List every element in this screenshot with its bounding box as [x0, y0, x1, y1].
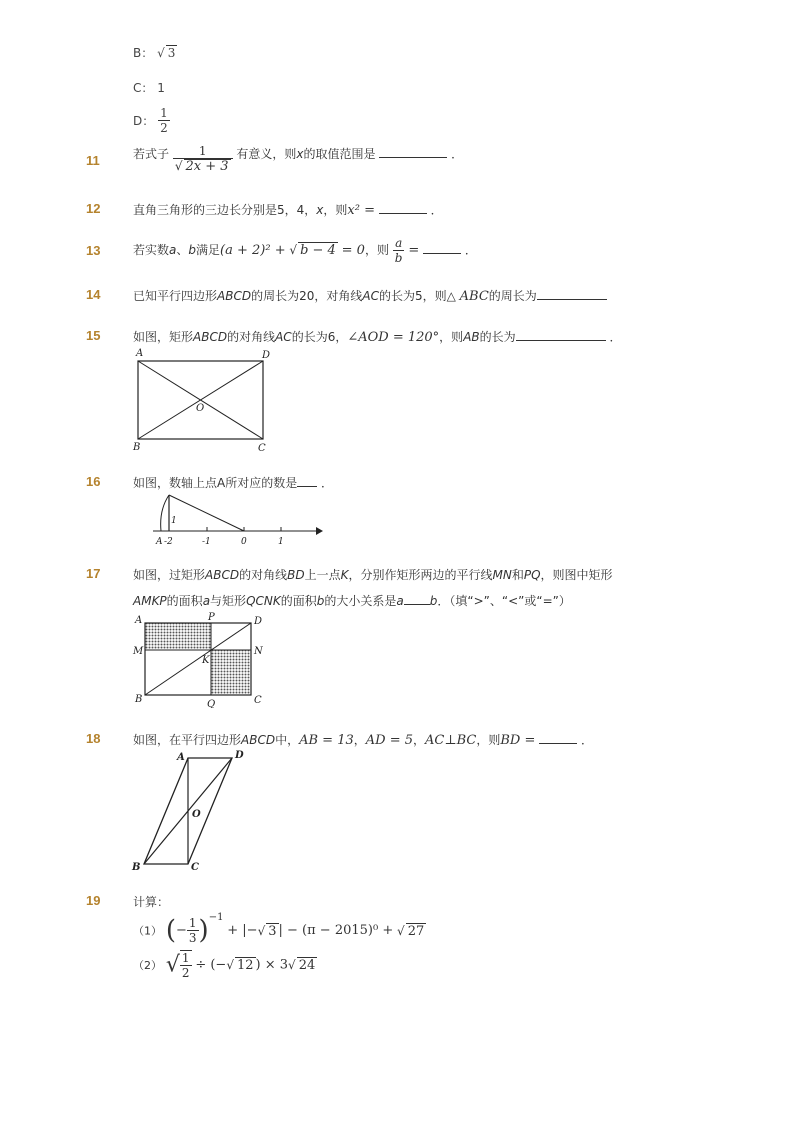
q12-text-1: 直角三角形的三边长分别是5，4，	[133, 203, 317, 217]
q15-label-d: D	[262, 350, 271, 361]
q19-p2-radicand-2: 24	[298, 958, 316, 973]
q17-text-3: 上一点	[304, 568, 341, 582]
q13-text-2: 满足	[196, 243, 221, 257]
q11-denominator: √ 2x + 3	[174, 159, 229, 174]
q19-p1-paren-open: (	[165, 915, 176, 946]
option-c-label: C：	[133, 81, 154, 95]
q13-sqrt: √ b − 4	[289, 243, 336, 258]
q16-label-minus1: -1	[202, 537, 211, 547]
option-d-label: D：	[133, 114, 155, 128]
q15-text-3: 的长为6，	[291, 330, 348, 344]
question-number-16: 16	[86, 474, 101, 489]
q18-label-a: A	[177, 752, 185, 763]
q18-text-3: ，则	[476, 733, 501, 747]
q19-p2-denominator: 2	[181, 966, 190, 980]
q11-text-2: 有意义，则	[236, 147, 297, 161]
q17-rectangle-figure	[130, 610, 270, 708]
q14-text-2: 的周长为20，对角线	[251, 289, 363, 303]
q19-p2-expr-1: ÷ (−	[195, 957, 227, 973]
q11-text-1: 若式子	[133, 147, 170, 161]
q19-p2-expr-2: ) × 3	[255, 957, 289, 973]
q16-end: ．	[321, 476, 334, 490]
q19-p1-radicand-1: 3	[268, 923, 277, 939]
option-d	[133, 106, 170, 135]
q19-p2-sqrt24: √ 24	[288, 958, 316, 973]
q17-text-5: 和	[511, 568, 524, 582]
q15-answer-blank[interactable]	[516, 330, 606, 341]
q19-p2-radicand-1: 12	[236, 958, 254, 973]
question-15	[133, 328, 622, 345]
q19-p1-minus: −	[175, 923, 187, 938]
q18-answer-blank[interactable]	[539, 733, 577, 744]
q17-l2-text-1: 的面积	[166, 594, 203, 608]
q17-shaded-qcnk	[211, 650, 251, 695]
question-19	[133, 893, 169, 910]
q19-p1-expr-1: + |−	[227, 923, 258, 938]
q14-abc: ABC	[459, 289, 489, 304]
q15-expression: ∠AOD = 120°	[347, 330, 440, 345]
q14-text-4: 的周长为	[488, 289, 537, 303]
q17-label-a: A	[135, 615, 143, 626]
q14-answer-blank[interactable]	[537, 289, 607, 300]
q19-text-1: 计算：	[133, 895, 170, 909]
question-number-18: 18	[86, 731, 101, 746]
q16-arc	[161, 495, 169, 531]
q17-label-q: Q	[207, 699, 216, 708]
q19-p1-radicand-2: 27	[407, 923, 425, 939]
question-number-17: 17	[86, 566, 101, 581]
q17-text-6: ，则图中矩形	[540, 568, 613, 582]
q12-answer-blank[interactable]	[379, 203, 427, 214]
q13-denominator: b	[394, 251, 403, 265]
question-13	[133, 236, 477, 265]
q19-p1-sqrt3: √ 3	[257, 923, 277, 939]
q18-label-b: B	[132, 862, 141, 873]
question-11	[133, 144, 463, 174]
q15-ab: AB	[463, 330, 480, 344]
q16-label-minus2: -2	[164, 537, 173, 547]
option-b	[133, 44, 177, 61]
q15-text-5: 的长为	[479, 330, 516, 344]
q18-expr-bd: BD =	[500, 733, 536, 748]
q14-text-1: 已知平行四边形	[133, 289, 218, 303]
q16-hypotenuse	[169, 495, 244, 531]
q14-text-3: 的长为5，则△	[378, 289, 456, 303]
q13-expression-1: (a + 2)² +	[220, 243, 286, 258]
option-b-value: 3	[167, 46, 176, 60]
q18-label-d: D	[235, 750, 244, 761]
question-number-12: 12	[86, 201, 101, 216]
q19-part-1-label: （1）	[133, 924, 162, 938]
q13-fraction	[393, 236, 405, 265]
q14-abcd: ABCD	[217, 289, 252, 303]
q19-part-2	[133, 950, 317, 980]
q19-p1-denominator: 3	[188, 931, 197, 945]
q17-label-c: C	[254, 695, 262, 706]
q18-parallelogram-figure	[128, 746, 258, 874]
q19-p2-big-sqrt: √	[165, 952, 180, 978]
q17-text-4: ，分别作矩形两边的平行线	[348, 568, 493, 582]
q11-fraction	[173, 144, 233, 174]
q11-text-3: 的取值范围是	[303, 147, 376, 161]
q18-sep-1: ，	[353, 733, 366, 747]
q11-radicand: 2x + 3	[185, 159, 229, 174]
q15-abcd: ABCD	[193, 330, 228, 344]
q17-label-b: B	[135, 694, 143, 705]
option-d-fraction	[158, 106, 170, 135]
q18-end: ．	[581, 733, 594, 747]
q17-l2-text-4: 的大小关系是	[324, 594, 397, 608]
q17-label-n: N	[254, 646, 263, 657]
q13-var-a: a	[169, 243, 177, 257]
q13-numerator: a	[393, 236, 405, 251]
q19-part-2-label: （2）	[133, 959, 162, 972]
question-14	[133, 287, 607, 304]
q19-p1-fraction	[187, 916, 199, 945]
q17-var-b2: b	[429, 594, 438, 608]
question-number-13: 13	[86, 243, 101, 258]
q15-text-1: 如图，矩形	[133, 330, 194, 344]
q17-text-1: 如图，过矩形	[133, 568, 206, 582]
option-b-label: B：	[133, 46, 154, 60]
q13-answer-blank[interactable]	[423, 243, 461, 254]
q17-l2-text-3: 的面积	[280, 594, 317, 608]
q17-mn: MN	[492, 568, 512, 582]
q17-l2-text-2: 与矩形	[210, 594, 247, 608]
q15-label-b: B	[133, 442, 141, 453]
q16-answer-blank[interactable]	[297, 476, 317, 487]
q13-var-b: b	[188, 243, 197, 257]
question-number-15: 15	[86, 328, 101, 343]
q17-label-k: K	[202, 655, 210, 666]
q17-label-p: P	[208, 612, 215, 623]
q19-p2-numerator: 1	[181, 951, 190, 965]
q17-abcd: ABCD	[205, 568, 240, 582]
q19-p1-expr-2: | − (π − 2015)⁰ +	[278, 923, 394, 938]
q19-p2-sqrt12: √ 12	[226, 958, 254, 973]
q15-label-a: A	[136, 348, 144, 359]
option-c	[133, 79, 165, 96]
q15-label-c: C	[258, 443, 266, 454]
q15-text-2: 的对角线	[227, 330, 276, 344]
q17-answer-blank[interactable]	[404, 594, 430, 605]
question-number-11: 11	[86, 153, 100, 168]
q18-abcd: ABCD	[241, 733, 276, 747]
q17-bd: BD	[287, 568, 305, 582]
q19-p1-paren-close: )	[198, 915, 209, 946]
q16-label-one-height: 1	[171, 516, 177, 526]
q17-shaded-amkp	[145, 623, 211, 650]
q16-text-1: 如图，数轴上点A所对应的数是	[133, 476, 298, 490]
q19-p2-fraction	[180, 950, 192, 980]
q17-qcnk: QCNK	[246, 594, 281, 608]
q13-text-3: ，则	[364, 243, 389, 257]
q17-var-b: b	[316, 594, 325, 608]
q18-label-o: O	[192, 809, 201, 820]
q11-end: ．	[451, 147, 464, 161]
question-17-line-2	[133, 592, 571, 609]
q15-end: ．	[609, 330, 622, 344]
q15-ac: AC	[275, 330, 292, 344]
q15-label-o: O	[196, 403, 205, 414]
q13-text-1: 若实数	[133, 243, 170, 257]
q17-l2-text-5: ．（填“>”、“<”或“=”）	[437, 594, 571, 608]
q11-var: x	[296, 147, 304, 161]
q19-p1-sqrt27: √ 27	[397, 923, 425, 939]
option-d-numerator: 1	[160, 106, 168, 120]
q15-rectangle-figure	[128, 344, 278, 456]
q13-end: ．	[464, 243, 477, 257]
q17-k: K	[340, 568, 349, 582]
q16-label-zero: 0	[241, 537, 247, 547]
q18-expr-ab: AB = 13	[299, 733, 354, 748]
question-17-line-1	[133, 566, 613, 583]
q18-label-c: C	[191, 862, 199, 873]
option-c-value: 1	[157, 81, 165, 95]
q19-part-1	[133, 912, 426, 946]
q17-var-a: a	[202, 594, 211, 608]
q18-expr-perp: AC⊥BC	[425, 733, 477, 748]
question-number-14: 14	[86, 287, 101, 302]
q11-numerator: 1	[173, 144, 233, 159]
q12-expression: x² =	[347, 203, 375, 218]
q15-text-4: ，则	[439, 330, 464, 344]
q13-expression-2: = 0	[341, 243, 365, 258]
q17-label-d: D	[254, 616, 263, 627]
question-16	[133, 474, 333, 491]
q16-number-line-figure	[148, 490, 328, 550]
option-d-denominator: 2	[160, 121, 168, 135]
q19-p1-exponent: −1	[208, 912, 224, 923]
q16-axis-arrow	[316, 527, 323, 535]
q12-end: ．	[430, 203, 443, 217]
q18-sep-2: ，	[413, 733, 426, 747]
q11-answer-blank[interactable]	[379, 147, 447, 158]
q12-var: x	[316, 203, 324, 217]
q17-label-m: M	[133, 646, 144, 657]
q18-expr-ad: AD = 5	[365, 733, 413, 748]
q17-amkp: AMKP	[133, 594, 167, 608]
q17-text-2: 的对角线	[239, 568, 288, 582]
q12-text-2: ，则	[323, 203, 348, 217]
question-number-19: 19	[86, 893, 101, 908]
q13-equals: =	[408, 243, 420, 258]
q13-sep: 、	[176, 243, 189, 257]
q16-label-one: 1	[278, 537, 284, 547]
question-12	[133, 201, 443, 218]
q14-ac: AC	[362, 289, 379, 303]
q17-pq: PQ	[523, 568, 541, 582]
q13-radicand: b − 4	[300, 243, 336, 258]
option-b-sqrt: √ 3	[157, 46, 176, 60]
q18-text-2: 中，	[275, 733, 300, 747]
q17-var-a2: a	[396, 594, 404, 608]
q18-text-1: 如图，在平行四边形	[133, 733, 242, 747]
q19-p1-numerator: 1	[188, 916, 197, 930]
q16-label-a: A	[156, 537, 163, 547]
